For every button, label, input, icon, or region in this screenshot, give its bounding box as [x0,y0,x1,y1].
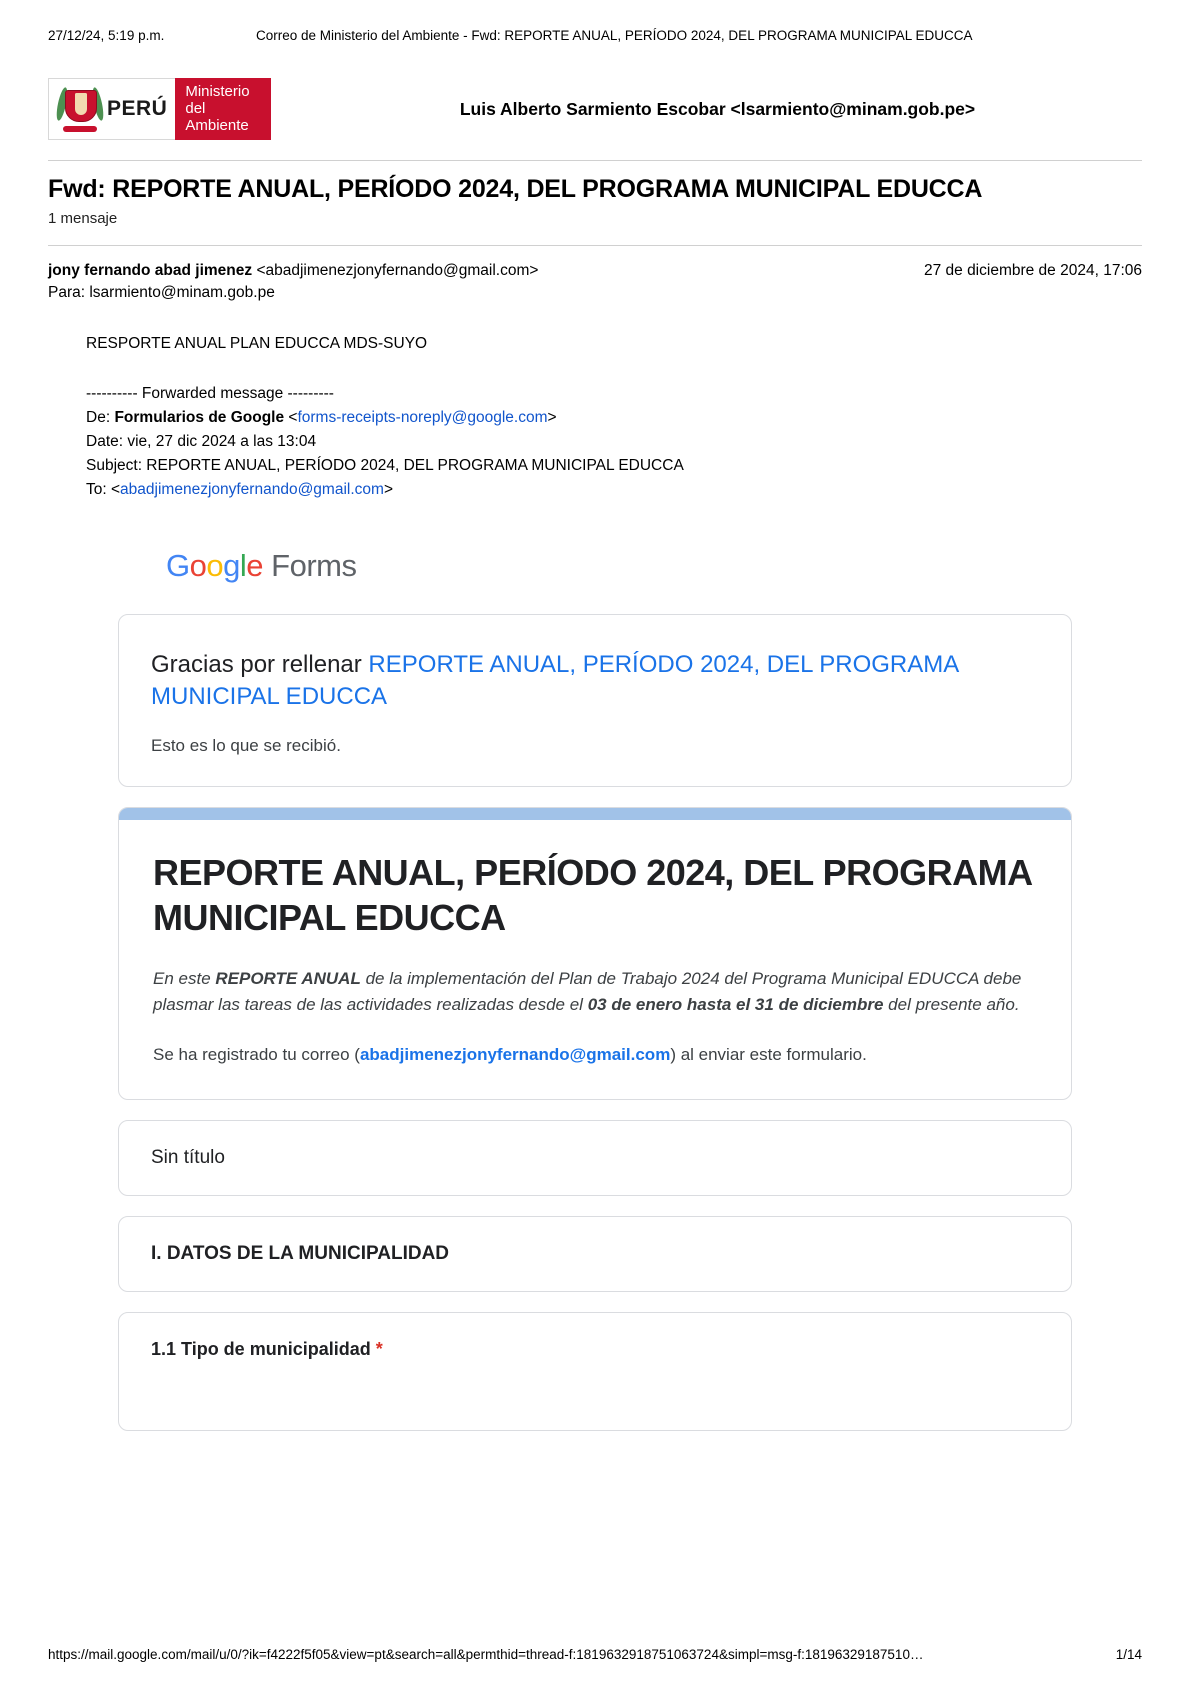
forwarded-date: Date: vie, 27 dic 2024 a las 13:04 [86,433,317,451]
email-note-address: abadjimenezjonyfernando@gmail.com [359,1044,671,1064]
untitled-card: Sin título [118,1120,1072,1196]
forwarded-from: De: Formularios de Google <forms-receipts-noreply@google.com> [86,409,557,427]
message-date: 27 de diciembre de 2024, 17:06 [923,262,1142,279]
form-desc-b2: 03 de enero hasta el 31 de diciembre [587,995,884,1015]
print-title: Correo de Ministerio del Ambiente - Fwd: REPORTE ANUAL, PERÍODO 2024, DEL PROGRAMA MUNICIPAL EDUCCA [256,28,973,43]
ministry-line-2: del Ambiente [185,99,249,135]
thread-message-count: 1 mensaje [48,210,118,227]
forwarded-subject: Subject: REPORTE ANUAL, PERÍODO 2024, DEL PROGRAMA MUNICIPAL EDUCCA [86,457,684,475]
forwarded-to [86,478,1142,502]
thanks-prefix: Gracias por rellenar [151,651,369,679]
form-desc-p3: del presente año. [883,995,1020,1015]
form-accent-bar [119,808,1071,820]
forwarded-from-label: De: [86,409,111,427]
email-note-prefix: Se ha registrado tu correo ( [153,1044,360,1064]
minam-logo [48,78,253,140]
footer-page-number: 1/14 [1115,1647,1142,1662]
required-asterisk: * [375,1338,383,1359]
forwarded-from-name: Formularios de Google [114,409,285,427]
footer-url: https://mail.google.com/mail/u/0/?ik=f4222f5f05&view=pt&search=all&permthid=thread-f:1819632918751063724&simpl=msg-f:18196329187510… [48,1647,924,1662]
message-recipient: Para: lsarmiento@minam.gob.pe [48,284,275,301]
message-header [48,262,1142,280]
forwarded-to-suffix: > [383,481,393,499]
forwarded-from-email-link[interactable]: forms-receipts-noreply@google.com [297,409,548,427]
subject-divider [48,245,1142,246]
form-desc-p1: En este [153,968,216,988]
google-forms-logo: Google Forms [166,548,357,584]
print-timestamp: 27/12/24, 5:19 p.m. [48,28,165,43]
form-title: REPORTE ANUAL, PERÍODO 2024, DEL PROGRAMA MUNICIPAL EDUCCA [153,851,1032,938]
forwarded-to-email-link[interactable]: abadjimenezjonyfernando@gmail.com [120,481,384,499]
question-1-1-label: 1.1 Tipo de municipalidad [151,1338,371,1359]
google-forms-logo-text: Forms [271,548,357,584]
print-header [48,0,1142,50]
page-footer [48,1647,1142,1662]
body-intro: RESPORTE ANUAL PLAN EDUCCA MDS-SUYO [86,335,428,352]
form-desc-b1: REPORTE ANUAL [215,968,361,988]
thanks-form-name: REPORTE ANUAL, PERÍODO 2024, DEL PROGRAMA MUNICIPAL EDUCCA [151,651,958,711]
forwarded-divider: ---------- Forwarded message --------- [86,385,334,403]
sender-email: <abadjimenezjonyfernando@gmail.com> [256,262,539,279]
question-card-1-1 [118,1312,1072,1431]
form-header-card [118,807,1072,1100]
form-description [153,966,1037,1019]
message-sender [48,262,538,280]
peru-wordmark: PERÚ [107,97,168,120]
sender-name: jony fernando abad jimenez [48,262,253,279]
peru-coat-of-arms-icon [57,84,103,134]
form-desc-p2: de la implementación del Plan de Trabajo 2024 del Programa Municipal EDUCCA debe plasmar las tareas de las actividades realizadas desde el [153,968,1022,1015]
forwarded-to-prefix: To: < [86,481,121,499]
account-owner: Luis Alberto Sarmiento Escobar <lsarmiento@minam.gob.pe> [459,98,976,119]
message-body [48,332,1142,502]
form-email-note [153,1045,1037,1065]
thanks-card [118,614,1072,787]
section-title-card: I. DATOS DE LA MUNICIPALIDAD [118,1216,1072,1292]
email-note-suffix: ) al enviar este formulario. [670,1044,867,1064]
ministry-line-1: Ministerio [185,82,250,100]
thread-subject: Fwd: REPORTE ANUAL, PERÍODO 2024, DEL PROGRAMA MUNICIPAL EDUCCA [48,175,983,203]
thanks-subtext: Esto es lo que se recibió. [151,735,341,755]
brand-row [48,76,1142,142]
google-forms-receipt [48,548,1142,1430]
thanks-title [151,649,1039,714]
header-divider [48,160,1142,161]
